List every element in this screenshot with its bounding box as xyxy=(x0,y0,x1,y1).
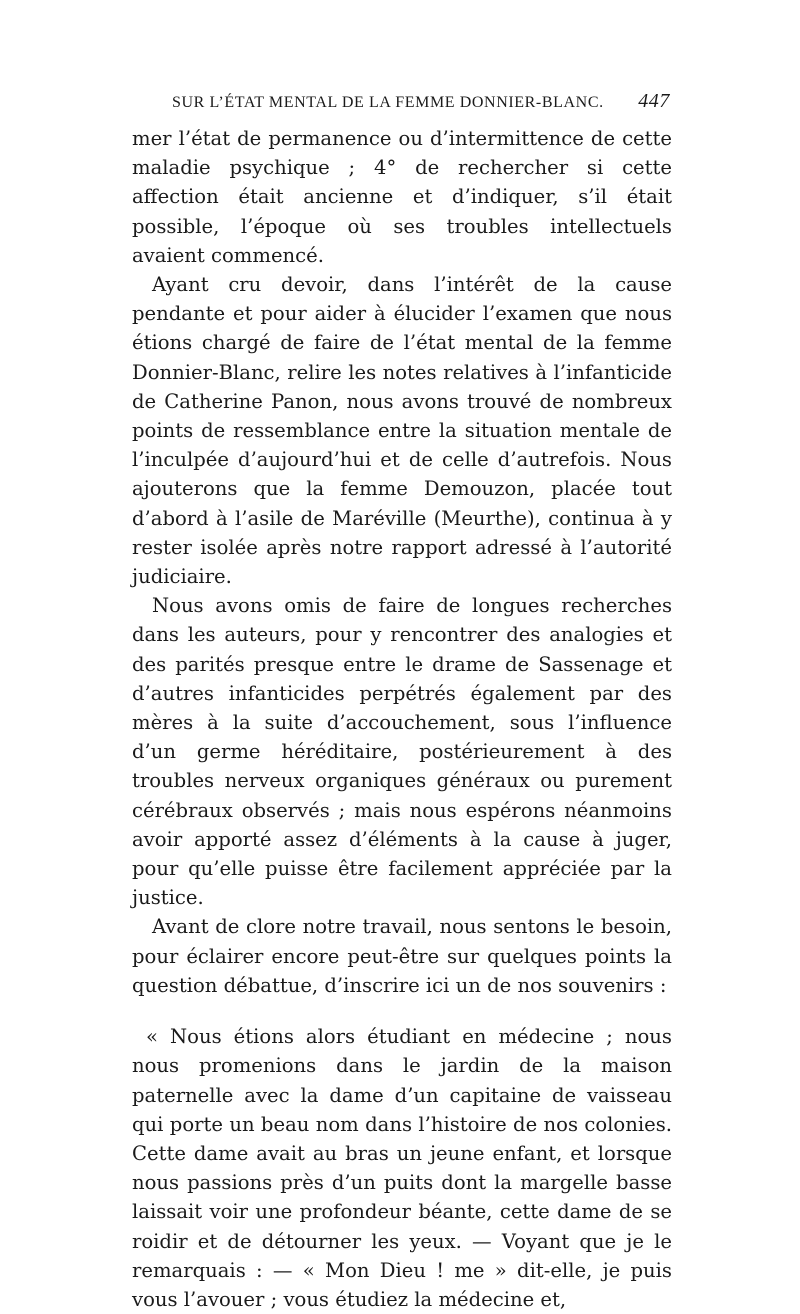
quoted-recollection: « Nous étions alors étudiant en médecine ; nous nous promenions dans le jardin de la maison paternelle avec la dame d’un capitaine de vaisseau qui porte un beau nom dans l’histoire de nos colonies. Cette dame avait au bras un jeune enfant, et lorsque nous passions près d’un puits dont la margelle basse laissait voir une profondeur béante, cette dame de se roidir et de détourner les yeux. — Voyant que je le remarquais : — « Mon Dieu ! me » dit-elle, je puis vous l’avouer ; vous étudiez la médecine et, xyxy=(132,1025,672,1311)
paragraph-continuation: mer l’état de permanence ou d’intermittence de cette maladie psychique ; 4° de rechercher si cette affection était ancienne et d’indiquer, s’il était possible, l’époque où ses troubles intellectuels avaient commencé. xyxy=(132,127,672,267)
paragraph: Ayant cru devoir, dans l’intérêt de la cause pendante et pour aider à élucider l’examen que nous étions chargé de faire de l’état mental de la femme Donnier-Blanc, relire les notes relatives à l’infanticide de Catherine Panon, nous avons trouvé de nombreux points de ressemblance entre la situation mentale de l’inculpée d’aujourd’hui et de celle d’autrefois. Nous ajouterons que la femme Demouzon, placée tout d’abord à l’asile de Maréville (Meurthe), continua à y rester isolée après notre rapport adressé à l’autorité judiciaire. xyxy=(132,273,672,589)
paragraph: Nous avons omis de faire de longues recherches dans les auteurs, pour y rencontrer des analogies et des parités presque entre le drame de Sassenage et d’autres infanticides perpétrés également par des mères à la suite d’accouchement, sous l’influence d’un germe héréditaire, postérieurement à des troubles nerveux organiques généraux ou purement cérébraux observés ; mais nous espérons néanmoins avoir apporté assez d’éléments à la cause à juger, pour qu’elle puisse être facilement appréciée par la justice. xyxy=(132,594,672,910)
running-title: SUR L’ÉTAT MENTAL DE LA FEMME DONNIER-BLANC. xyxy=(172,94,604,111)
paragraph: Avant de clore notre travail, nous sentons le besoin, pour éclairer encore peut-être sur quelques points la question débattue, d’inscrire ici un de nos souvenirs : xyxy=(132,915,672,997)
book-page xyxy=(132,90,672,1314)
running-header xyxy=(132,90,672,124)
page-number: 447 xyxy=(638,90,670,112)
body-text xyxy=(132,124,672,1314)
